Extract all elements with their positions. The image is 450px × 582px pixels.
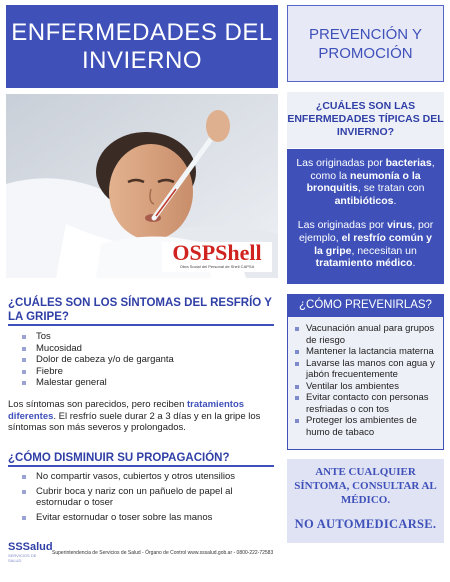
- symptoms-list: [20, 331, 270, 389]
- diseases-body: [287, 149, 444, 284]
- logo-text: SSSalud: [8, 541, 53, 553]
- prevent-list: [294, 323, 439, 438]
- symptoms-paragraph: [8, 399, 276, 434]
- text-highlight: tratamientos diferentes: [8, 399, 245, 422]
- page-title: [11, 19, 272, 75]
- list-item: Mucosidad: [20, 343, 270, 355]
- text: , como la: [310, 157, 435, 182]
- prevention-line-2: PROMOCIÓN: [318, 44, 413, 62]
- list-item: Lavarse las manos con agua y jabón frecuentemente: [294, 358, 439, 381]
- list-item: Mantener la lactancia materna: [294, 346, 439, 358]
- text: .: [393, 194, 397, 207]
- propagation-list-container: [20, 471, 280, 526]
- list-item: No compartir vasos, cubiertos y otros utensilios: [20, 471, 280, 483]
- footer-text: Superintendencia de Servicios de Salud - Órgano de Control www.sssalud.gob.ar - 0800-222-72583: [52, 550, 274, 556]
- text: Las originadas por: [297, 219, 388, 232]
- text: , necesitan un: [351, 244, 417, 257]
- consult-message: ANTE CUALQUIER SÍNTOMA, CONSULTAR AL MÉDICO.: [294, 466, 437, 506]
- propagation-heading: ¿CÓMO DISMINUIR SU PROPAGACIÓN?: [8, 451, 274, 467]
- brand-subtitle: Obra Social del Personal de Shell CAPSA: [179, 264, 255, 269]
- list-item: Evitar contacto con personas resfriadas o con tos: [294, 392, 439, 415]
- list-item: Cubrir boca y nariz con un pañuelo de papel al estornudar o toser: [20, 486, 280, 509]
- logo-subtitle: SERVICIOS DE SALUD: [8, 553, 37, 563]
- consult-doctor-box: [287, 459, 444, 543]
- list-item: Dolor de cabeza y/o de garganta: [20, 354, 270, 366]
- text: . El resfrío suele durar 2 a 3 días y en la gripe los síntomas son más severos y prolongados.: [8, 410, 261, 434]
- text: , por ejemplo,: [298, 219, 434, 244]
- title-line-1: ENFERMEDADES DEL: [11, 18, 273, 46]
- title-line-2: INVIERNO: [81, 46, 202, 74]
- text: Las originadas por: [296, 157, 386, 169]
- text-bold: neumonía o la bronquitis: [306, 169, 421, 195]
- list-item: Proteger los ambientes de humo de tabaco: [294, 415, 439, 438]
- list-item: Evitar estornudar o toser sobre las manos: [20, 512, 280, 524]
- text: .: [412, 257, 416, 270]
- brand-logo: [162, 242, 272, 272]
- text-bold: tratamiento médico: [315, 257, 413, 270]
- sick-man-photo: [6, 94, 278, 278]
- text: Los síntomas son parecidos, pero reciben: [8, 399, 188, 410]
- text-bold: bacterias: [385, 157, 432, 169]
- list-item: Vacunación anual para grupos de riesgo: [294, 323, 439, 346]
- prevention-line-1: PREVENCIÓN Y: [308, 25, 423, 43]
- text: , se tratan con: [357, 182, 425, 195]
- text-bold: virus: [387, 219, 413, 232]
- diseases-bacteria-paragraph: [295, 157, 436, 207]
- prevent-heading: ¿CÓMO PREVENIRLAS?: [287, 294, 444, 316]
- no-self-medication-message: NO AUTOMEDICARSE.: [294, 517, 437, 531]
- prevention-promotion-box: [287, 5, 444, 82]
- list-item: Tos: [20, 331, 270, 343]
- prevent-list-box: [287, 316, 444, 450]
- text-bold: el resfrío común y la gripe: [314, 231, 433, 257]
- title-banner: [6, 5, 278, 88]
- text-bold: antibióticos: [334, 194, 394, 207]
- diseases-virus-paragraph: [295, 219, 436, 269]
- list-item: Malestar general: [20, 377, 270, 389]
- sssalud-logo: [8, 541, 53, 565]
- symptoms-heading: ¿CUÁLES SON LOS SÍNTOMAS DEL RESFRÍO Y LA GRIPE?: [8, 296, 274, 326]
- list-item: Fiebre: [20, 366, 270, 378]
- symptoms-list-container: [20, 331, 270, 389]
- propagation-list: [20, 471, 280, 523]
- diseases-heading: ¿CUÁLES SON LAS ENFERMEDADES TÍPICAS DEL INVIERNO?: [287, 92, 444, 148]
- brand-name: OSPShell: [172, 240, 262, 265]
- list-item: Ventilar los ambientes: [294, 381, 439, 393]
